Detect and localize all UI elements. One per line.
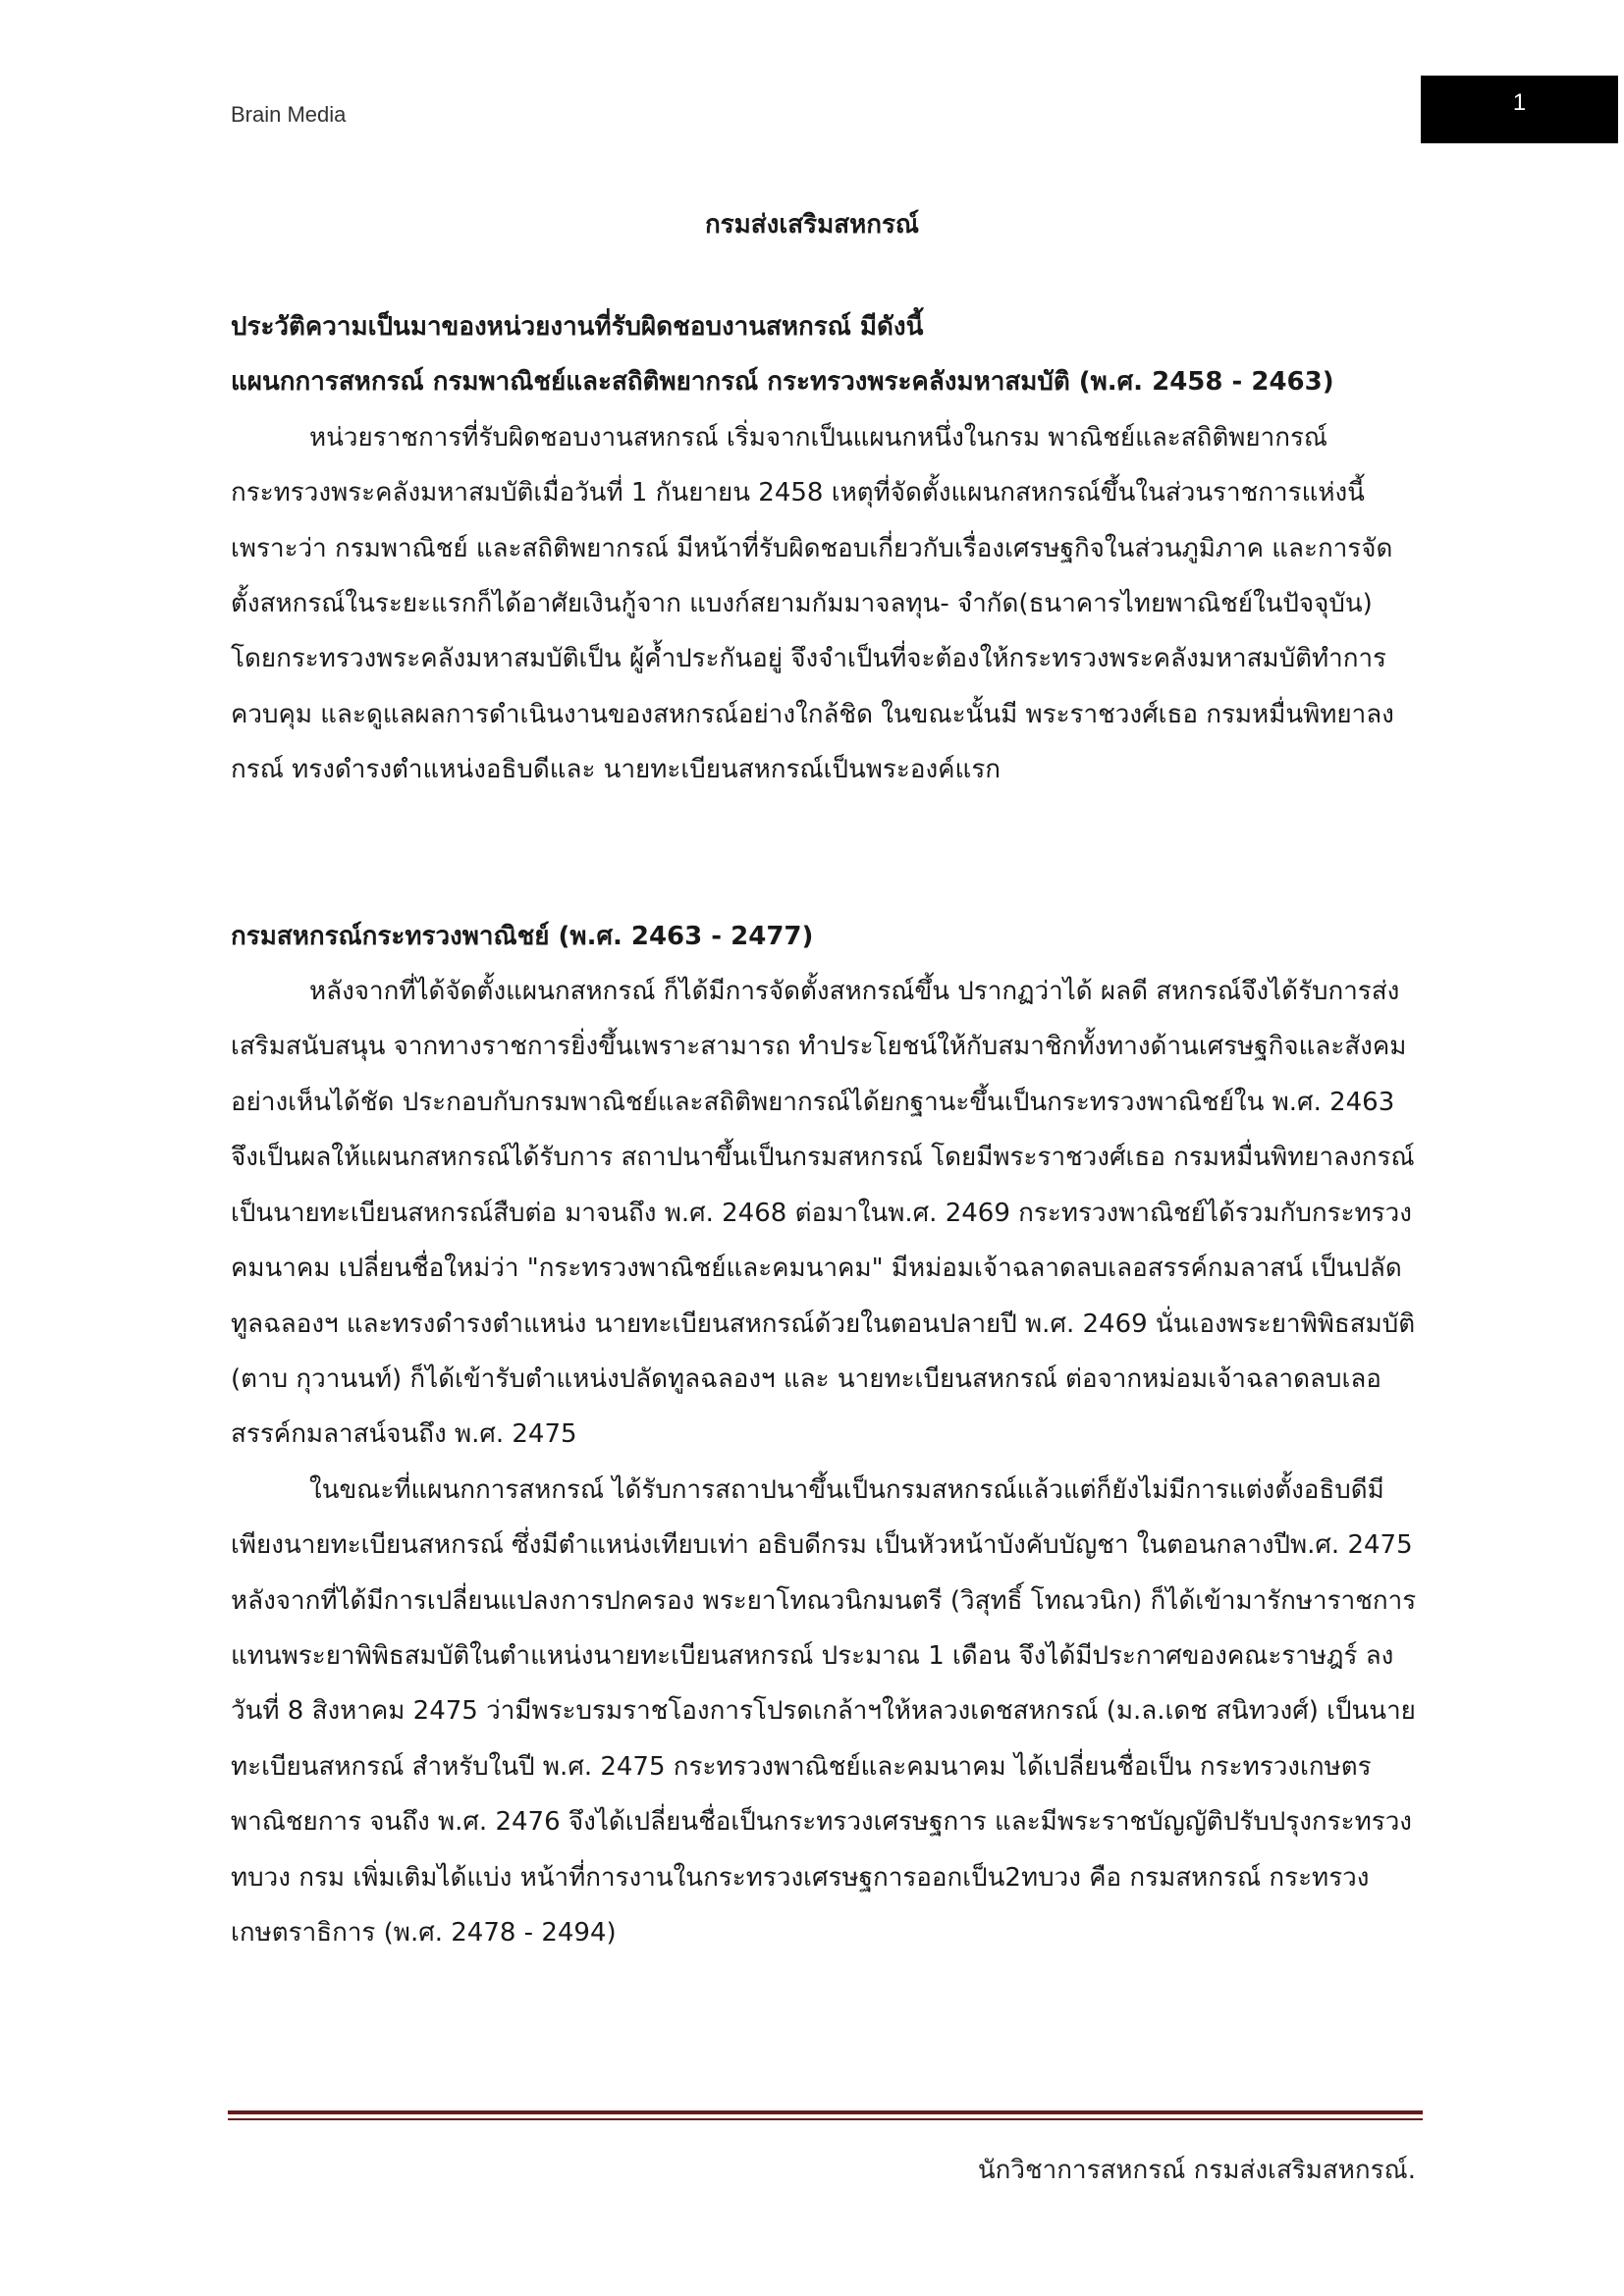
page-number: 1 — [1512, 89, 1527, 116]
document-title: กรมส่งเสริมสหกรณ์ — [704, 210, 920, 240]
header-label: Brain Media — [231, 102, 347, 127]
section1-subheading: แผนกการสหกรณ์ กรมพาณิชย์และสถิติพยากรณ์ กระทรวงพระคลังมหาสมบัติ (พ.ศ. 2458 - 2463) — [231, 367, 1334, 398]
section1-heading: ประวัติความเป็นมาของหน่วยงานที่รับผิดชอบงานสหกรณ์ มีดังนี้ — [231, 312, 924, 342]
section1-paragraph: หน่วยราชการที่รับผิดชอบงานสหกรณ์ เริ่มจากเป็นแผนกหนึ่งในกรม พาณิชย์และสถิติพยากรณ์ กระทรวงพระคลังมหาสมบัติเมื่อวันที่ 1 กันยายน 2458 เหตุที่จัดตั้งแผนกสหกรณ์ขึ้นในส่วนราชการแห่งนี้ เพราะว่า กรมพาณิชย์ และสถิติพยากรณ์ มีหน้าที่รับผิดชอบเกี่ยวกับเรื่องเศรษฐกิจในส่วนภูมิภาค และการจัดตั้งสหกรณ์ในระยะแรกก็ได้อาศัยเงินกู้จาก แบงก์สยามกัมมาจลทุน- จำกัด(ธนาคารไทยพาณิชย์ในปัจจุบัน) โดยกระทรวงพระคลังมหาสมบัติเป็น ผู้ค้ำประกันอยู่ จึงจำเป็นที่จะต้องให้กระทรวงพระคลังมหาสมบัติทำการควบคุม และดูแลผลการดำเนินงานของสหกรณ์อย่างใกล้ชิด ในขณะนั้นมี พระราชวงศ์เธอ กรมหมื่นพิทยาลงกรณ์ ทรงดำรงตำแหน่งอธิบดีและ นายทะเบียนสหกรณ์เป็นพระองค์แรก — [231, 422, 1394, 785]
document-body — [231, 299, 1419, 1960]
section2-paragraph-1: หลังจากที่ได้จัดตั้งแผนกสหกรณ์ ก็ได้มีการจัดตั้งสหกรณ์ขึ้น ปรากฏว่าได้ ผลดี สหกรณ์จึงได้รับการส่งเสริมสนับสนุน จากทางราชการยิ่งขึ้นเพราะสามารถ ทำประโยชน์ให้กับสมาชิกทั้งทางด้านเศรษฐกิจและสังคมอย่างเห็นได้ชัด ประกอบกับกรมพาณิชย์และสถิติพยากรณ์ได้ยกฐานะขึ้นเป็นกระทรวงพาณิชย์ใน พ.ศ. 2463 จึงเป็นผลให้แผนกสหกรณ์ได้รับการ สถาปนาขึ้นเป็นกรมสหกรณ์ โดยมีพระราชวงศ์เธอ กรมหมื่นพิทยาลงกรณ์ เป็นนายทะเบียนสหกรณ์สืบต่อ มาจนถึง พ.ศ. 2468 ต่อมาในพ.ศ. 2469 กระทรวงพาณิชย์ได้รวมกับกระทรวง คมนาคม เปลี่ยนชื่อใหม่ว่า "กระทรวงพาณิชย์และคมนาคม" มีหม่อมเจ้าฉลาดลบเลอสรรค์กมลาสน์ เป็นปลัดทูลฉลองฯ และทรงดำรงตำแหน่ง นายทะเบียนสหกรณ์ด้วยในตอนปลายปี พ.ศ. 2469 นั่นเองพระยาพิพิธสมบัติ (ตาบ กุวานนท์) ก็ได้เข้ารับตำแหน่งปลัดทูลฉลองฯ และ นายทะเบียนสหกรณ์ ต่อจากหม่อมเจ้าฉลาดลบเลอสรรค์กมลาสน์จนถึง พ.ศ. 2475 — [231, 977, 1416, 1450]
footer-text: นักวิชาการสหกรณ์ กรมส่งเสริมสหกรณ์. — [977, 2156, 1416, 2185]
section2-paragraph-2: ในขณะที่แผนกการสหกรณ์ ได้รับการสถาปนาขึ้นเป็นกรมสหกรณ์แล้วแต่ก็ยังไม่มีการแต่งตั้งอธิบดีมีเพียงนายทะเบียนสหกรณ์ ซึ่งมีตำแหน่งเทียบเท่า อธิบดีกรม เป็นหัวหน้าบังคับบัญชา ในตอนกลางปีพ.ศ. 2475 หลังจากที่ได้มีการเปลี่ยนแปลงการปกครอง พระยาโทณวนิกมนตรี (วิสุทธิ์ โทณวนิก) ก็ได้เข้ามารักษาราชการแทนพระยาพิพิธสมบัติในตำแหน่งนายทะเบียนสหกรณ์ ประมาณ 1 เดือน จึงได้มีประกาศของคณะราษฎร์ ลงวันที่ 8 สิงหาคม 2475 ว่ามีพระบรมราชโองการโปรดเกล้าฯให้หลวงเดชสหกรณ์ (ม.ล.เดช สนิทวงศ์) เป็นนายทะเบียนสหกรณ์ สำหรับในปี พ.ศ. 2475 กระทรวงพาณิชย์และคมนาคม ได้เปลี่ยนชื่อเป็น กระทรวงเกษตรพาณิชยการ จนถึง พ.ศ. 2476 จึงได้เปลี่ยนชื่อเป็นกระทรวงเศรษฐการ และมีพระราชบัญญัติปรับปรุงกระทรวง ทบวง กรม เพิ่มเติมได้แบ่ง หน้าที่การงานในกระทรวงเศรษฐการออกเป็น2ทบวง คือ กรมสหกรณ์ กระทรวงเกษตราธิการ (พ.ศ. 2478 - 2494) — [231, 1474, 1417, 1948]
footer-divider-thick — [228, 2110, 1423, 2114]
page-number-box — [1421, 76, 1618, 143]
section-spacer — [231, 798, 1419, 909]
footer-divider-thin — [228, 2118, 1423, 2120]
section2-heading: กรมสหกรณ์กระทรวงพาณิชย์ (พ.ศ. 2463 - 2477) — [231, 921, 814, 951]
